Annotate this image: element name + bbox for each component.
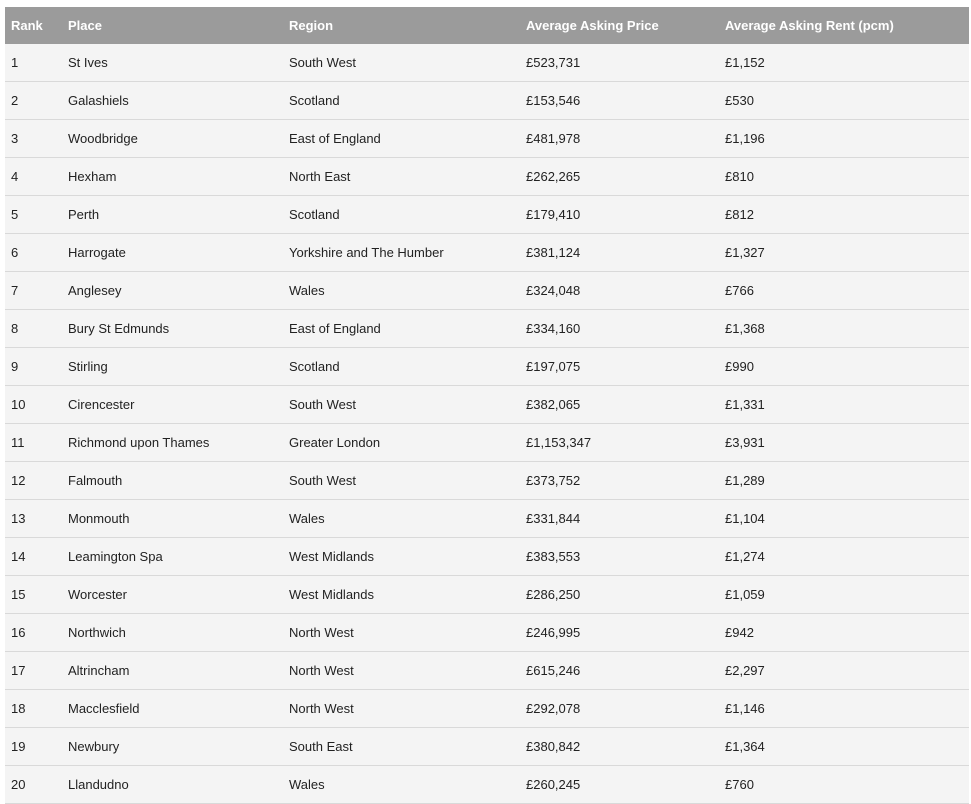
cell-average-asking-price: £197,075 (520, 348, 719, 386)
cell-rank: 14 (5, 538, 62, 576)
cell-average-asking-rent: £1,331 (719, 386, 969, 424)
cell-region: North West (283, 690, 520, 728)
cell-rank: 17 (5, 652, 62, 690)
cell-rank: 19 (5, 728, 62, 766)
cell-rank: 2 (5, 82, 62, 120)
cell-average-asking-price: £523,731 (520, 44, 719, 82)
cell-average-asking-rent: £2,297 (719, 652, 969, 690)
table-row (5, 576, 969, 614)
cell-rank: 3 (5, 120, 62, 158)
cell-region: Wales (283, 272, 520, 310)
cell-rank: 5 (5, 196, 62, 234)
cell-average-asking-rent: £810 (719, 158, 969, 196)
header-rank: Rank (5, 7, 62, 44)
cell-average-asking-rent: £1,059 (719, 576, 969, 614)
cell-place: Leamington Spa (62, 538, 283, 576)
cell-region: Wales (283, 766, 520, 804)
cell-average-asking-price: £481,978 (520, 120, 719, 158)
cell-region: Greater London (283, 424, 520, 462)
cell-rank: 6 (5, 234, 62, 272)
cell-region: Wales (283, 500, 520, 538)
cell-region: West Midlands (283, 538, 520, 576)
cell-rank: 20 (5, 766, 62, 804)
table-row (5, 82, 969, 120)
cell-average-asking-rent: £760 (719, 766, 969, 804)
table-row (5, 158, 969, 196)
cell-average-asking-price: £373,752 (520, 462, 719, 500)
cell-average-asking-rent: £1,274 (719, 538, 969, 576)
cell-rank: 16 (5, 614, 62, 652)
cell-place: Perth (62, 196, 283, 234)
cell-region: Scotland (283, 348, 520, 386)
cell-average-asking-price: £179,410 (520, 196, 719, 234)
cell-average-asking-rent: £530 (719, 82, 969, 120)
table-row (5, 310, 969, 348)
header-average-asking-rent: Average Asking Rent (pcm) (719, 7, 969, 44)
header-row (5, 7, 969, 44)
cell-average-asking-price: £380,842 (520, 728, 719, 766)
cell-region: North West (283, 614, 520, 652)
cell-rank: 4 (5, 158, 62, 196)
cell-rank: 12 (5, 462, 62, 500)
cell-average-asking-rent: £766 (719, 272, 969, 310)
table-row (5, 348, 969, 386)
table-row (5, 272, 969, 310)
cell-place: Llandudno (62, 766, 283, 804)
cell-average-asking-rent: £1,152 (719, 44, 969, 82)
cell-rank: 9 (5, 348, 62, 386)
cell-region: Scotland (283, 82, 520, 120)
table-row (5, 500, 969, 538)
table-row (5, 386, 969, 424)
cell-average-asking-price: £331,844 (520, 500, 719, 538)
table-row (5, 234, 969, 272)
cell-rank: 7 (5, 272, 62, 310)
cell-place: Galashiels (62, 82, 283, 120)
cell-region: East of England (283, 120, 520, 158)
table-row (5, 44, 969, 82)
table-row (5, 538, 969, 576)
cell-average-asking-price: £383,553 (520, 538, 719, 576)
cell-place: Newbury (62, 728, 283, 766)
cell-place: Harrogate (62, 234, 283, 272)
table-row (5, 690, 969, 728)
cell-average-asking-price: £334,160 (520, 310, 719, 348)
table-row (5, 766, 969, 804)
cell-average-asking-rent: £942 (719, 614, 969, 652)
cell-region: North East (283, 158, 520, 196)
cell-average-asking-price: £153,546 (520, 82, 719, 120)
cell-region: Yorkshire and The Humber (283, 234, 520, 272)
cell-place: Worcester (62, 576, 283, 614)
table-body (5, 44, 969, 804)
cell-region: East of England (283, 310, 520, 348)
table-header (5, 7, 969, 44)
cell-region: South West (283, 462, 520, 500)
cell-average-asking-price: £286,250 (520, 576, 719, 614)
cell-region: South West (283, 386, 520, 424)
cell-average-asking-rent: £3,931 (719, 424, 969, 462)
cell-place: Monmouth (62, 500, 283, 538)
property-rankings-table-container (5, 7, 969, 804)
cell-rank: 1 (5, 44, 62, 82)
cell-average-asking-rent: £1,368 (719, 310, 969, 348)
cell-place: Bury St Edmunds (62, 310, 283, 348)
cell-place: Altrincham (62, 652, 283, 690)
cell-average-asking-price: £382,065 (520, 386, 719, 424)
header-average-asking-price: Average Asking Price (520, 7, 719, 44)
cell-region: Scotland (283, 196, 520, 234)
cell-rank: 8 (5, 310, 62, 348)
table-row (5, 728, 969, 766)
cell-rank: 13 (5, 500, 62, 538)
cell-place: Falmouth (62, 462, 283, 500)
cell-average-asking-rent: £1,146 (719, 690, 969, 728)
table-row (5, 120, 969, 158)
cell-average-asking-price: £260,245 (520, 766, 719, 804)
cell-average-asking-price: £381,124 (520, 234, 719, 272)
table-row (5, 196, 969, 234)
cell-average-asking-price: £324,048 (520, 272, 719, 310)
cell-average-asking-rent: £1,289 (719, 462, 969, 500)
cell-average-asking-price: £1,153,347 (520, 424, 719, 462)
cell-place: Richmond upon Thames (62, 424, 283, 462)
cell-average-asking-rent: £1,196 (719, 120, 969, 158)
cell-region: West Midlands (283, 576, 520, 614)
cell-place: St Ives (62, 44, 283, 82)
header-place: Place (62, 7, 283, 44)
table-row (5, 614, 969, 652)
table-row (5, 424, 969, 462)
cell-place: Northwich (62, 614, 283, 652)
cell-region: South West (283, 44, 520, 82)
cell-average-asking-rent: £812 (719, 196, 969, 234)
cell-average-asking-rent: £1,327 (719, 234, 969, 272)
cell-place: Anglesey (62, 272, 283, 310)
cell-region: North West (283, 652, 520, 690)
table-row (5, 652, 969, 690)
cell-place: Stirling (62, 348, 283, 386)
cell-average-asking-price: £262,265 (520, 158, 719, 196)
cell-region: South East (283, 728, 520, 766)
cell-place: Woodbridge (62, 120, 283, 158)
cell-place: Hexham (62, 158, 283, 196)
header-region: Region (283, 7, 520, 44)
cell-rank: 15 (5, 576, 62, 614)
property-rankings-table (5, 7, 969, 804)
cell-average-asking-rent: £990 (719, 348, 969, 386)
cell-average-asking-price: £246,995 (520, 614, 719, 652)
cell-rank: 10 (5, 386, 62, 424)
cell-rank: 18 (5, 690, 62, 728)
cell-average-asking-price: £292,078 (520, 690, 719, 728)
table-row (5, 462, 969, 500)
cell-place: Macclesfield (62, 690, 283, 728)
cell-rank: 11 (5, 424, 62, 462)
cell-average-asking-rent: £1,104 (719, 500, 969, 538)
cell-average-asking-price: £615,246 (520, 652, 719, 690)
cell-average-asking-rent: £1,364 (719, 728, 969, 766)
cell-place: Cirencester (62, 386, 283, 424)
